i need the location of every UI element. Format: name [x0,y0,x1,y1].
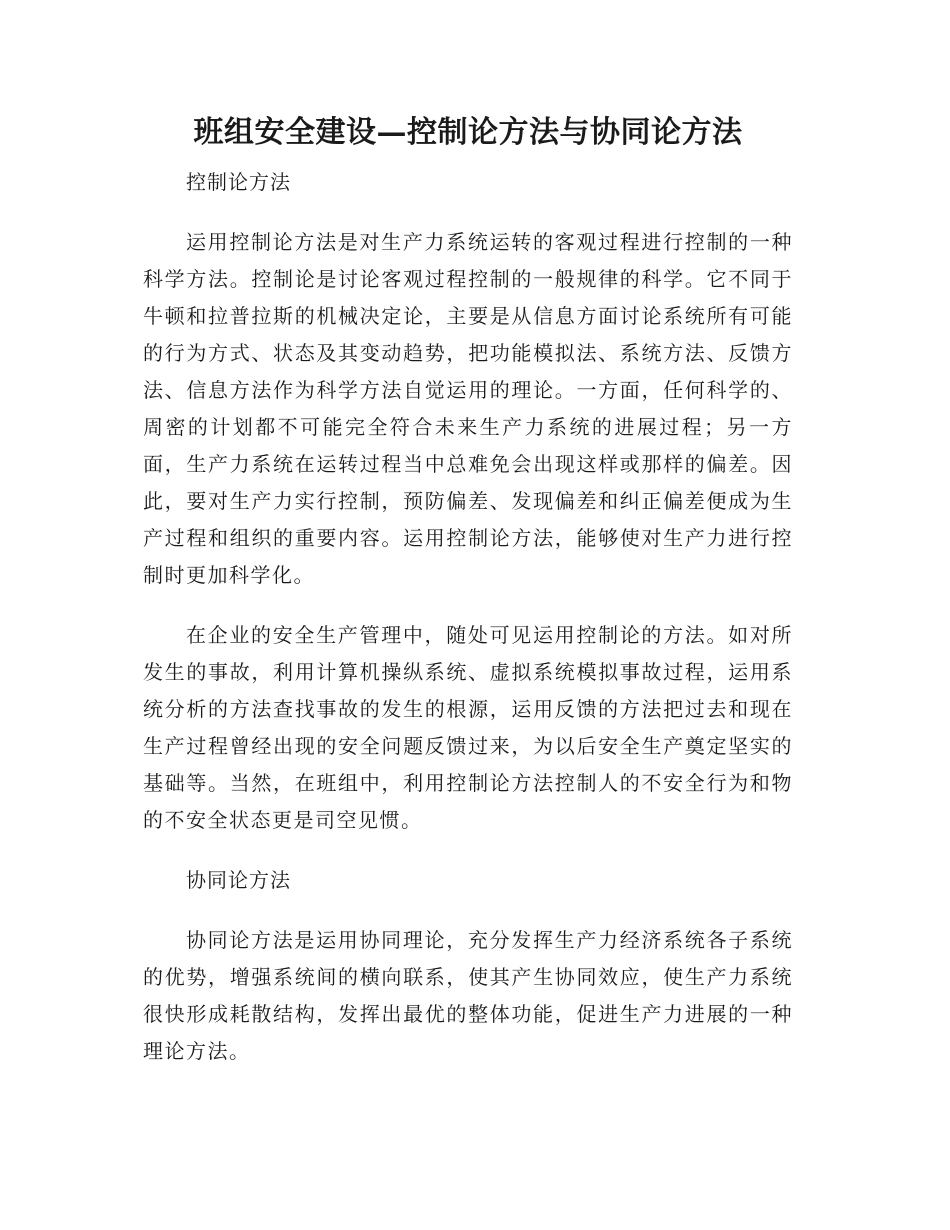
document-title: 班组安全建设—控制论方法与协同论方法 [193,115,743,150]
spacer [143,839,793,862]
spacer [143,201,793,224]
document-page [143,108,793,1070]
section-heading-synergetics: 协同论方法 [186,868,291,892]
spacer [143,899,793,922]
paragraph-synergetics-1: 协同论方法是运用协同理论，充分发挥生产力经济系统各子系统的优势，增强系统间的横向联系，使其产生协同效应，使生产力系统很快形成耗散结构，发挥出最优的整体功能，促进生产力进展的一种理论方法。 [143,928,793,1063]
spacer [143,594,793,617]
paragraph-control-theory-1: 运用控制论方法是对生产力系统运转的客观过程进行控制的一种科学方法。控制论是讨论客观过程控制的一般规律的科学。它不同于牛顿和拉普拉斯的机械决定论，主要是从信息方面讨论系统所有可能的行为方式、状态及其变动趋势，把功能模拟法、系统方法、反馈方法、信息方法作为科学方法自觉运用的理论。一方面，任何科学的、周密的计划都不可能完全符合未来生产力系统的进展过程；另一方面，生产力系统在运转过程当中总难免会出现这样或那样的偏差。因此，要对生产力实行控制，预防偏差、发现偏差和纠正偏差便成为生产过程和组织的重要内容。运用控制论方法，能够使对生产力进行控制时更加科学化。 [143,230,793,587]
paragraph-control-theory-2: 在企业的安全生产管理中，随处可见运用控制论的方法。如对所发生的事故，利用计算机操纵系统、虚拟系统模拟事故过程，运用系统分析的方法查找事故的发生的根源，运用反馈的方法把过去和现在生产过程曾经出现的安全问题反馈过来，为以后安全生产奠定坚实的基础等。当然，在班组中，利用控制论方法控制人的不安全行为和物的不安全状态更是司空见惯。 [143,623,793,832]
section-heading-control-theory: 控制论方法 [186,170,291,194]
